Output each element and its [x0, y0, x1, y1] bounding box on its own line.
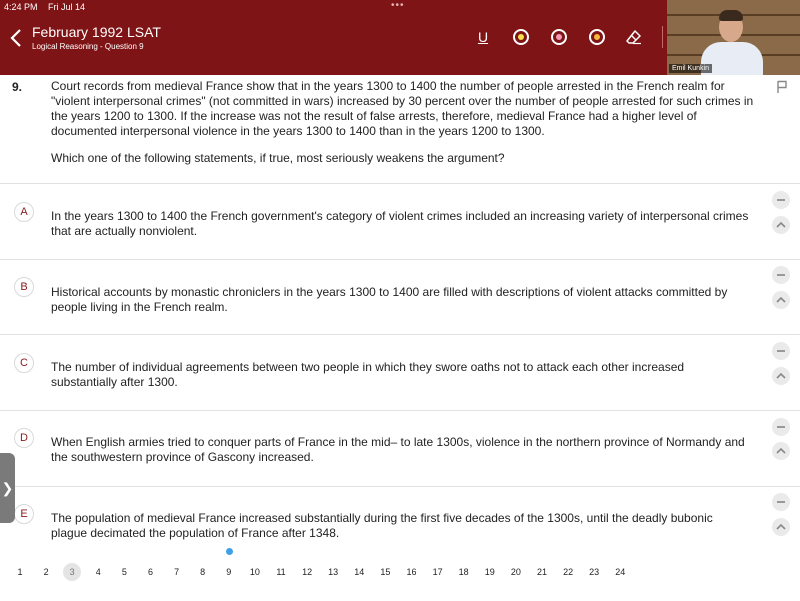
highlight-orange-button[interactable]: [589, 29, 605, 45]
choice-c-bubble[interactable]: C: [14, 353, 34, 373]
page-20-button[interactable]: 20: [510, 567, 521, 577]
page-1-button[interactable]: 1: [17, 567, 23, 577]
choice-b-collapse-button[interactable]: [772, 291, 790, 309]
yellow-swatch-icon: [518, 34, 524, 40]
person-hair: [719, 10, 743, 21]
choice-c-eliminate-button[interactable]: [772, 342, 790, 360]
choice-b-bubble[interactable]: B: [14, 277, 34, 297]
page-11-button[interactable]: 11: [276, 567, 286, 577]
page-7-button[interactable]: 7: [174, 567, 180, 577]
page-12-button[interactable]: 12: [302, 567, 313, 577]
page-title: February 1992 LSAT: [32, 24, 161, 40]
choice-b-eliminate-button[interactable]: [772, 266, 790, 284]
choice-a-collapse-button[interactable]: [772, 216, 790, 234]
page-5-button[interactable]: 5: [121, 567, 127, 577]
chevron-up-icon: [775, 370, 787, 382]
page-6-button[interactable]: 6: [147, 567, 153, 577]
page-3-button[interactable]: 3: [63, 563, 81, 581]
page-13-button[interactable]: 13: [328, 567, 339, 577]
choice-e-collapse-button[interactable]: [772, 518, 790, 536]
page-4-button[interactable]: 4: [95, 567, 101, 577]
highlight-yellow-button[interactable]: [513, 29, 529, 45]
eraser-button[interactable]: [626, 29, 642, 45]
status-date: Fri Jul 14: [48, 2, 86, 12]
chevron-up-icon: [775, 445, 787, 457]
chevron-up-icon: [775, 521, 787, 533]
underline-tool-button[interactable]: U: [477, 29, 489, 45]
page-15-button[interactable]: 15: [380, 567, 391, 577]
choice-d-eliminate-button[interactable]: [772, 418, 790, 436]
choice-c-text[interactable]: The number of individual agreements between two people in which they swore oaths not to attack each other increased substantially after 1300.: [51, 360, 685, 389]
choice-divider: [0, 486, 800, 487]
question-stem: Which one of the following statements, if true, most seriously weakens the argument?: [51, 151, 505, 165]
eraser-icon: [626, 29, 642, 45]
chevron-up-icon: [775, 294, 787, 306]
page-9-button[interactable]: 9: [226, 567, 232, 577]
page-18-button[interactable]: 18: [458, 567, 469, 577]
choice-a-text[interactable]: In the years 1300 to 1400 the French government's category of violent crimes included an increasing variety of interpersonal crimes that are actually nonviolent.: [51, 209, 749, 238]
current-position-indicator: [226, 548, 233, 555]
page-17-button[interactable]: 17: [432, 567, 443, 577]
participant-name: Emil Kunkin: [669, 64, 712, 73]
choice-divider: [0, 334, 800, 335]
page-24-button[interactable]: 24: [615, 567, 626, 577]
chevron-left-icon: [8, 28, 24, 48]
page-16-button[interactable]: 16: [406, 567, 417, 577]
page-19-button[interactable]: 19: [484, 567, 495, 577]
choice-e-bubble[interactable]: E: [14, 504, 34, 524]
choice-d-collapse-button[interactable]: [772, 442, 790, 460]
video-feed: [667, 0, 800, 75]
status-time: 4:24 PM: [4, 2, 38, 12]
page-subtitle: Logical Reasoning - Question 9: [32, 42, 144, 51]
orange-swatch-icon: [594, 34, 600, 40]
choice-divider: [0, 183, 800, 184]
page-22-button[interactable]: 22: [563, 567, 574, 577]
choice-divider: [0, 259, 800, 260]
choice-d-text[interactable]: When English armies tried to conquer parts of France in the mid– to late 1300s, violence in the northern province of Normandy and the southwestern province of Gascony increased.: [51, 435, 745, 464]
page-21-button[interactable]: 21: [536, 567, 547, 577]
choice-a-eliminate-button[interactable]: [772, 191, 790, 209]
highlight-pink-button[interactable]: [551, 29, 567, 45]
multitask-dots[interactable]: •••: [391, 0, 405, 11]
flag-button[interactable]: [776, 80, 788, 94]
page-14-button[interactable]: 14: [354, 567, 365, 577]
choice-b-text[interactable]: Historical accounts by monastic chroniclers in the years 1300 to 1400 are filled with descriptions of violent attacks committed by people living in the French realm.: [51, 285, 728, 314]
choice-e-text[interactable]: The population of medieval France increased substantially during the first five decades of the 1300s, until the deadly bubonic plague decimated the population of France after 1348.: [51, 511, 713, 540]
back-button[interactable]: [8, 28, 24, 48]
header-bar: [0, 0, 800, 75]
choice-e-eliminate-button[interactable]: [772, 493, 790, 511]
page-23-button[interactable]: 23: [589, 567, 600, 577]
choice-c-collapse-button[interactable]: [772, 367, 790, 385]
choice-a-bubble[interactable]: A: [14, 202, 34, 222]
header-divider: [662, 26, 663, 48]
chevron-up-icon: [775, 219, 787, 231]
question-number: 9.: [12, 80, 23, 94]
choice-d-bubble[interactable]: D: [14, 428, 34, 448]
flag-icon: [776, 80, 788, 94]
pink-swatch-icon: [556, 34, 562, 40]
page-8-button[interactable]: 8: [200, 567, 206, 577]
choice-divider: [0, 410, 800, 411]
page-10-button[interactable]: 10: [249, 567, 260, 577]
page-2-button[interactable]: 2: [43, 567, 49, 577]
question-stimulus: Court records from medieval France show that in the years 1300 to 1400 the number of people arrested in the French realm for "violent interpersonal crimes" (not committed in wars) increased by 30 percent over the number of people arrested for such crimes in the years 1200 to 1300. If the increase was not the result of false arrests, therefore, medieval France had a higher level of documented interpersonal violence in the years 1300 to 1400 than in the years 1200 to 1300.: [51, 79, 754, 138]
side-panel-toggle[interactable]: ❯: [0, 453, 15, 523]
